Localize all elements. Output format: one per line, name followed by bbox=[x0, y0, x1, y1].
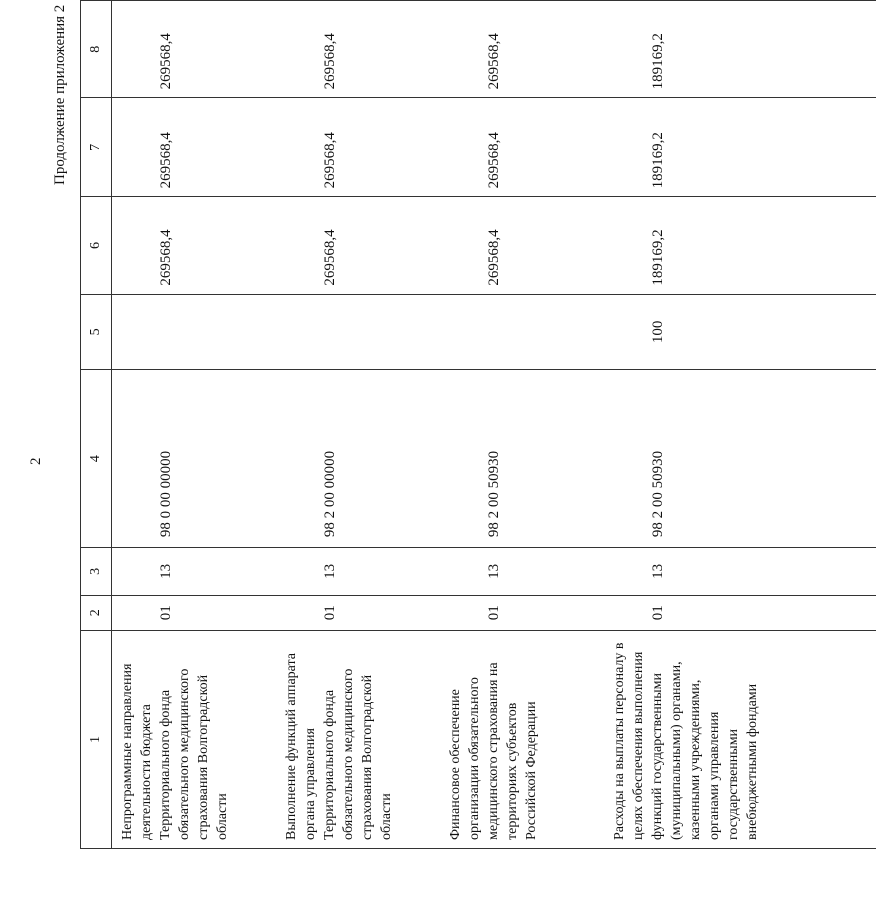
header-cell: 7 bbox=[81, 98, 112, 197]
table-row bbox=[276, 1, 440, 849]
header-cell: 6 bbox=[81, 197, 112, 294]
cell-amount-8: 269568,4 bbox=[440, 1, 604, 98]
cell-expense-type bbox=[112, 294, 277, 369]
cell-expense-type bbox=[276, 294, 440, 369]
table-header-row bbox=[81, 1, 112, 849]
cell-amount-6: 269568,4 bbox=[112, 197, 277, 294]
cell-section: 01 bbox=[440, 595, 604, 630]
cell-target-article: 98 2 00 50930 bbox=[440, 370, 604, 548]
table-row bbox=[112, 1, 277, 849]
row-name: Непрограммные направления деятельности бюджета Территориального фонда обязательного медицинского страхования Волгоградской области bbox=[112, 630, 277, 848]
cell-subsection: 13 bbox=[604, 548, 876, 596]
header-cell: 5 bbox=[81, 294, 112, 369]
appendix-caption: Продолжение приложения 2 bbox=[52, 4, 68, 185]
table-row bbox=[440, 1, 604, 849]
cell-amount-8: 189169,2 bbox=[604, 1, 876, 98]
row-name: Расходы на выплаты персоналу в целях обеспечения выполнения функций государственными (муниципальными) органами, казенными учреждениями, органами управления государственными внебюджетными фондами bbox=[604, 630, 876, 848]
header-cell: 3 bbox=[81, 548, 112, 596]
cell-amount-7: 189169,2 bbox=[604, 98, 876, 197]
cell-amount-6: 189169,2 bbox=[604, 197, 876, 294]
cell-section: 01 bbox=[604, 595, 876, 630]
row-name: Выполнение функций аппарата органа управления Территориального фонда обязательного медицинского страхования Волгоградской области bbox=[276, 630, 440, 848]
cell-amount-6: 269568,4 bbox=[440, 197, 604, 294]
header-cell: 2 bbox=[81, 595, 112, 630]
budget-table bbox=[80, 0, 876, 849]
cell-amount-7: 269568,4 bbox=[276, 98, 440, 197]
page-number: 2 bbox=[28, 457, 44, 465]
cell-section: 01 bbox=[112, 595, 277, 630]
cell-subsection: 13 bbox=[276, 548, 440, 596]
cell-amount-7: 269568,4 bbox=[112, 98, 277, 197]
cell-amount-8: 269568,4 bbox=[276, 1, 440, 98]
cell-expense-type: 100 bbox=[604, 294, 876, 369]
header-cell: 4 bbox=[81, 370, 112, 548]
cell-target-article: 98 0 00 00000 bbox=[112, 370, 277, 548]
cell-subsection: 13 bbox=[112, 548, 277, 596]
header-cell: 1 bbox=[81, 630, 112, 848]
cell-amount-8: 269568,4 bbox=[112, 1, 277, 98]
row-name: Финансовое обеспечение организации обязательного медицинского страхования на территориях субъектов Российской Федерации bbox=[440, 630, 604, 848]
cell-section: 01 bbox=[276, 595, 440, 630]
cell-target-article: 98 2 00 00000 bbox=[276, 370, 440, 548]
header-cell: 8 bbox=[81, 1, 112, 98]
cell-expense-type bbox=[440, 294, 604, 369]
cell-subsection: 13 bbox=[440, 548, 604, 596]
table-row bbox=[604, 1, 876, 849]
cell-target-article: 98 2 00 50930 bbox=[604, 370, 876, 548]
cell-amount-6: 269568,4 bbox=[276, 197, 440, 294]
cell-amount-7: 269568,4 bbox=[440, 98, 604, 197]
